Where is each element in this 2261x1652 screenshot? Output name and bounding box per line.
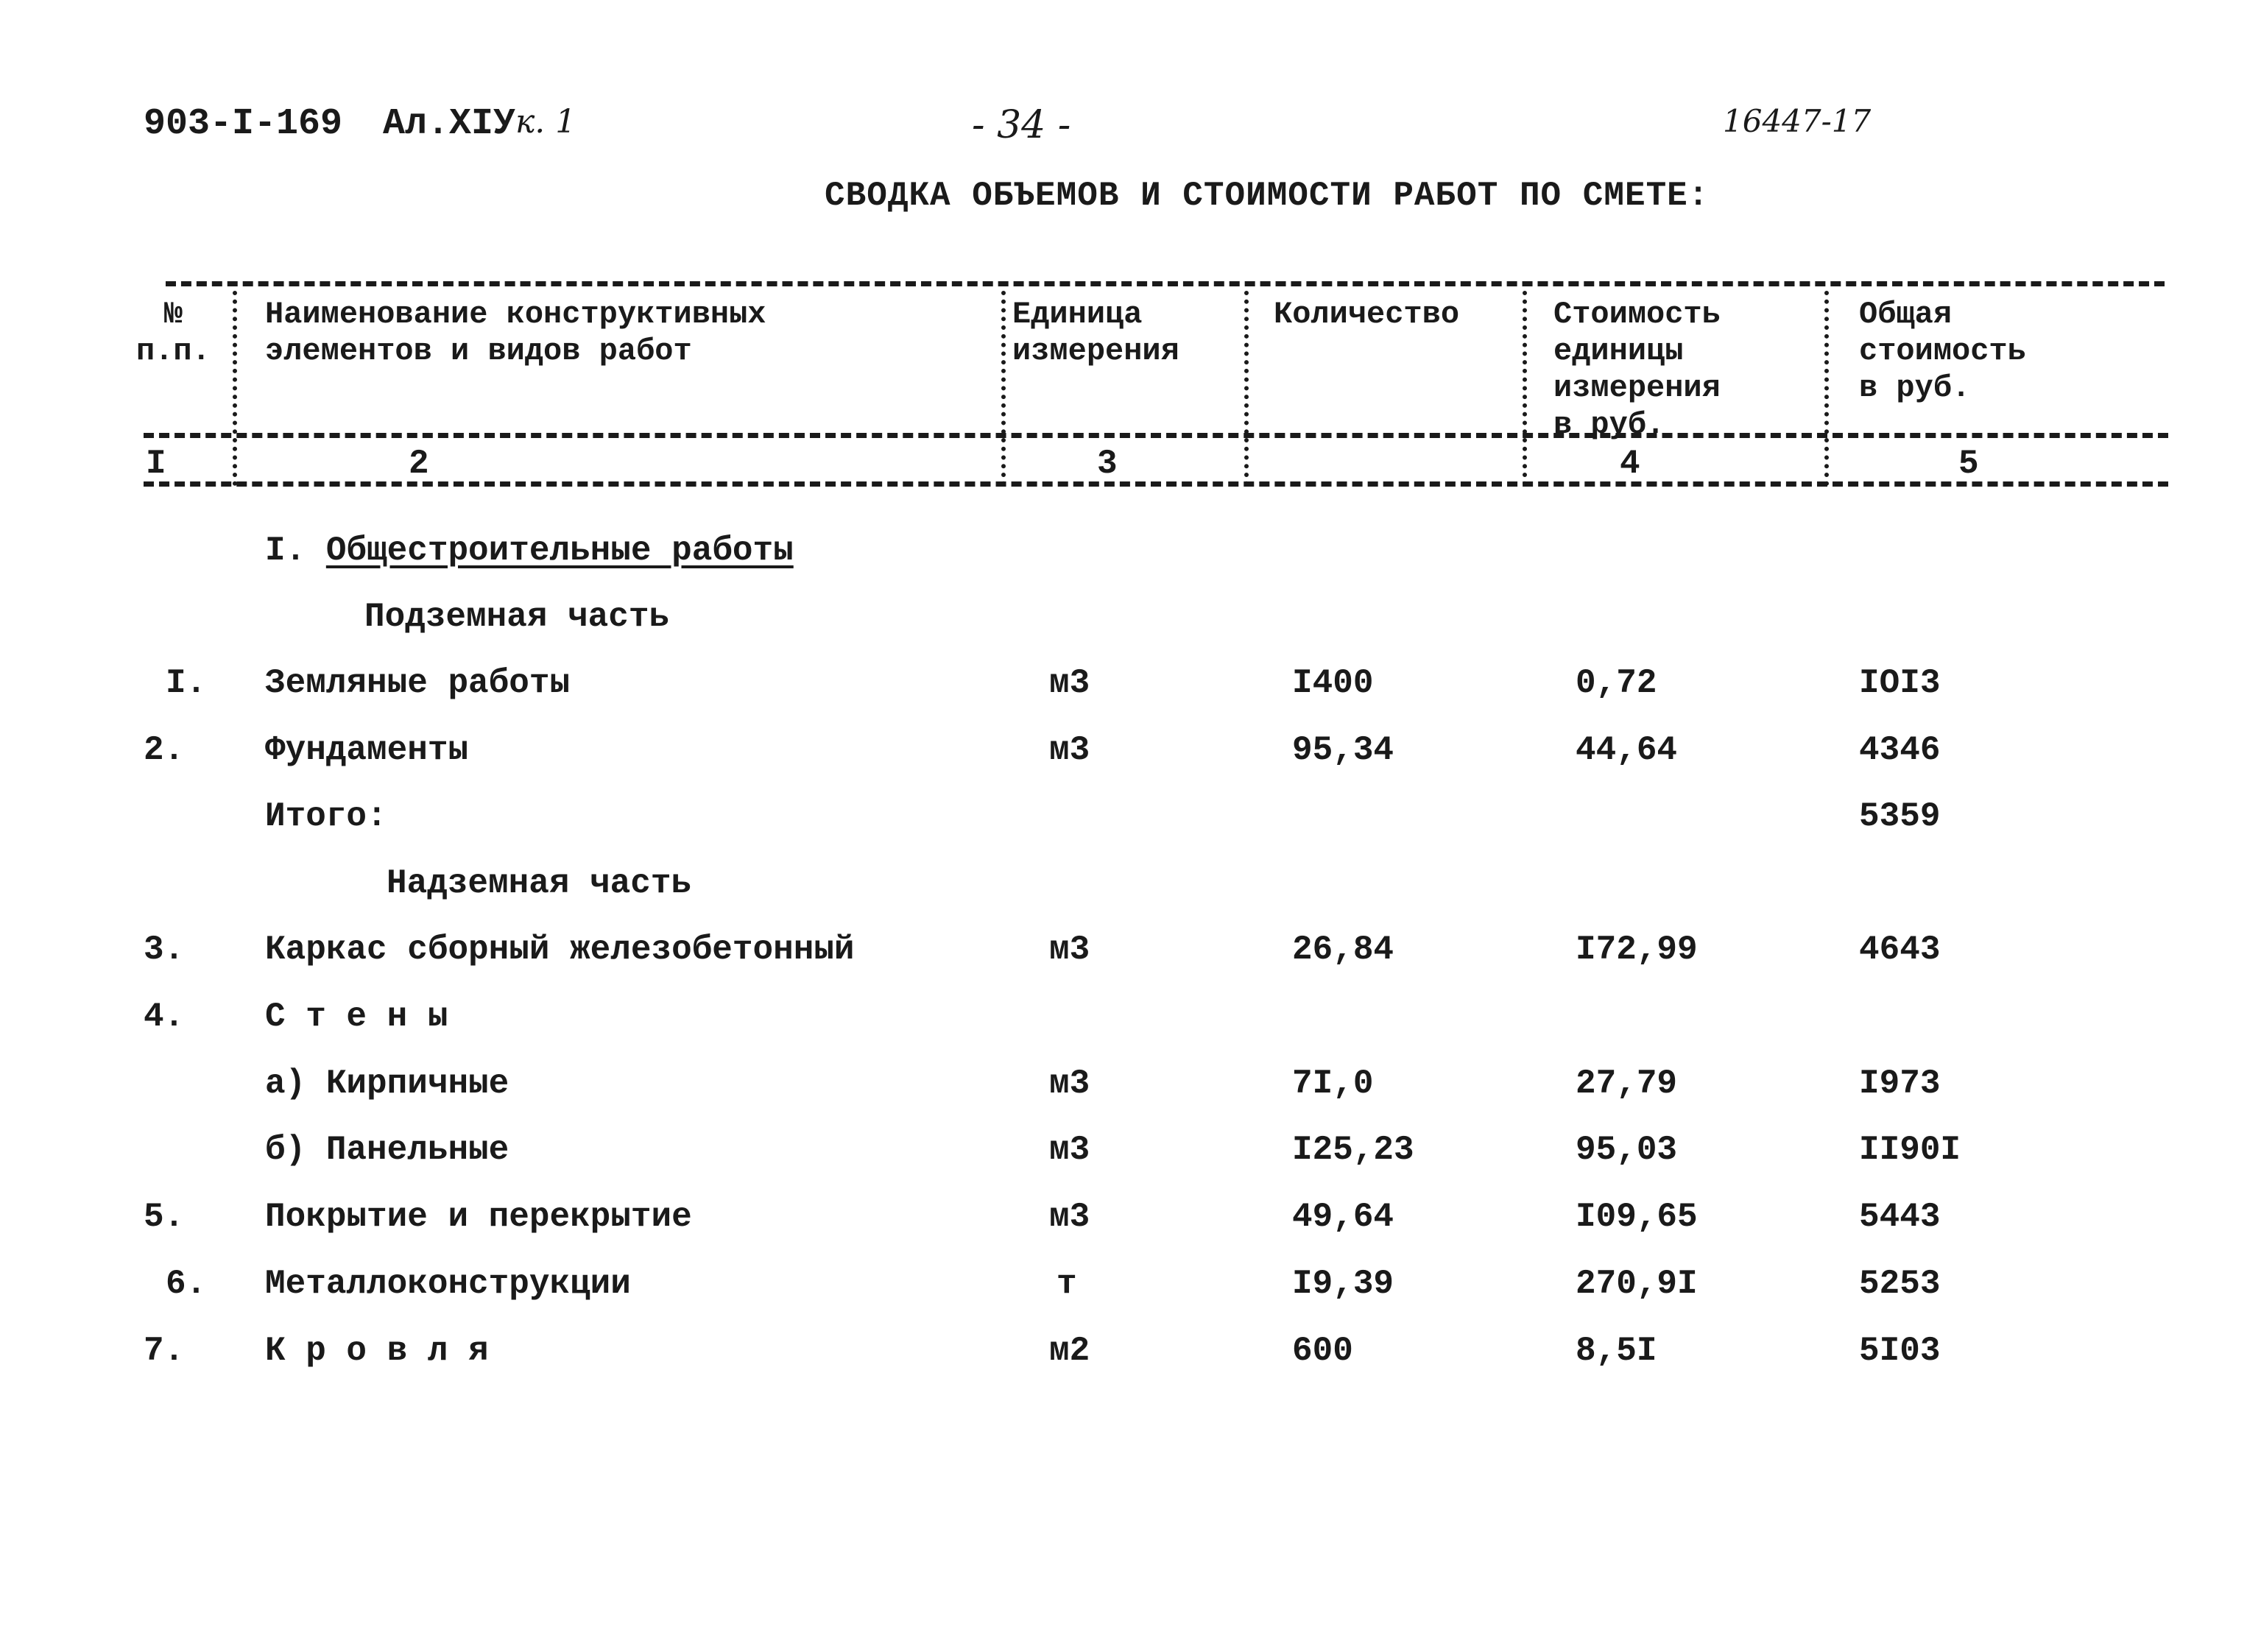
column-divider (1001, 291, 1006, 486)
column-header-total-cost: Общая стоимость в руб. (1859, 297, 2026, 406)
column-divider (1824, 291, 1829, 486)
column-header-unit-cost: Стоимость единицы измерения в руб. (1553, 297, 1721, 442)
column-header-name: Наименование конструктивных элементов и видов работ (265, 297, 766, 369)
row-total: 5253 (1859, 1265, 1941, 1303)
row-total: 4643 (1859, 931, 1941, 969)
section-title-text (265, 532, 794, 570)
row-name: Металлоконструкции (265, 1265, 631, 1303)
column-divider (233, 291, 237, 486)
row-unit: м2 (1049, 1332, 1090, 1370)
row-name: а) Кирпичные (265, 1065, 509, 1103)
row-number: 7. (144, 1332, 185, 1370)
row-total: 4346 (1859, 731, 1941, 769)
group-label-aboveground: Надземная часть (387, 864, 692, 903)
column-number: 3 (1097, 445, 1118, 483)
column-number: I (146, 445, 166, 483)
row-number: 4. (144, 998, 185, 1036)
row-total: IOI3 (1859, 664, 1941, 702)
row-unit-cost: I72,99 (1576, 931, 1698, 969)
subtotal-value: 5359 (1859, 797, 1941, 836)
row-quantity: 600 (1292, 1332, 1353, 1370)
row-quantity: 49,64 (1292, 1198, 1394, 1236)
row-total: 5443 (1859, 1198, 1941, 1236)
section-title (265, 532, 794, 570)
page-number: - 34 - (972, 103, 1071, 147)
row-quantity: I25,23 (1292, 1131, 1414, 1169)
section-numeral: I. (265, 532, 326, 570)
column-divider (1244, 291, 1249, 486)
row-number: 2. (144, 731, 185, 769)
column-number: 2 (409, 445, 429, 483)
row-unit: т (1057, 1265, 1077, 1303)
row-unit-cost: 95,03 (1576, 1131, 1678, 1169)
row-unit-cost: 270,9I (1576, 1265, 1698, 1303)
row-quantity: 7I,0 (1292, 1065, 1374, 1103)
row-name: Покрытие и перекрытие (265, 1198, 692, 1236)
row-total: I973 (1859, 1065, 1941, 1103)
row-name: Фундаменты (265, 731, 469, 769)
inventory-number: 16447-17 (1723, 103, 1872, 139)
row-number: I. (166, 664, 207, 702)
row-unit: м3 (1049, 931, 1090, 969)
row-number: 6. (166, 1265, 207, 1303)
book-number: к. 1 (515, 103, 576, 141)
column-number: 5 (1958, 445, 1979, 483)
row-quantity: I400 (1292, 664, 1374, 702)
page-title: СВОДКА ОБЪЕМОВ И СТОИМОСТИ РАБОТ ПО СМЕТЕ: (825, 177, 1710, 215)
table-number-rule (144, 481, 2168, 487)
row-unit: м3 (1049, 1131, 1090, 1169)
row-number: 3. (144, 931, 185, 969)
column-header-number: № п.п. (136, 297, 211, 369)
album-number: Ал.XIУ (383, 103, 516, 145)
row-quantity: 95,34 (1292, 731, 1394, 769)
column-header-unit: Единица измерения (1012, 297, 1179, 369)
row-unit-cost: I09,65 (1576, 1198, 1698, 1236)
row-name: Земляные работы (265, 664, 571, 702)
row-name: С т е н ы (265, 998, 448, 1036)
section-name: Общестроительные работы (325, 532, 794, 570)
row-unit: м3 (1049, 664, 1090, 702)
row-name: К р о в л я (265, 1332, 489, 1370)
row-unit: м3 (1049, 731, 1090, 769)
row-number: 5. (144, 1198, 185, 1236)
row-quantity: I9,39 (1292, 1265, 1394, 1303)
row-total: II90I (1859, 1131, 1961, 1169)
row-quantity: 26,84 (1292, 931, 1394, 969)
row-unit: м3 (1049, 1198, 1090, 1236)
row-name: Каркас сборный железобетонный (265, 931, 855, 969)
document-code: 903-I-169 (144, 103, 343, 145)
row-unit-cost: 27,79 (1576, 1065, 1678, 1103)
row-name: б) Панельные (265, 1131, 509, 1169)
table-header-rule (144, 433, 2168, 438)
row-unit: м3 (1049, 1065, 1090, 1103)
row-unit-cost: 0,72 (1576, 664, 1657, 702)
group-label-underground: Подземная часть (364, 598, 670, 636)
column-header-quantity: Количество (1274, 297, 1460, 332)
column-number: 4 (1620, 445, 1640, 483)
column-divider (1523, 291, 1527, 486)
row-unit-cost: 44,64 (1576, 731, 1678, 769)
row-unit-cost: 8,5I (1576, 1332, 1657, 1370)
subtotal-label: Итого: (265, 797, 387, 836)
row-total: 5I03 (1859, 1332, 1941, 1370)
table-top-rule (166, 281, 2165, 286)
